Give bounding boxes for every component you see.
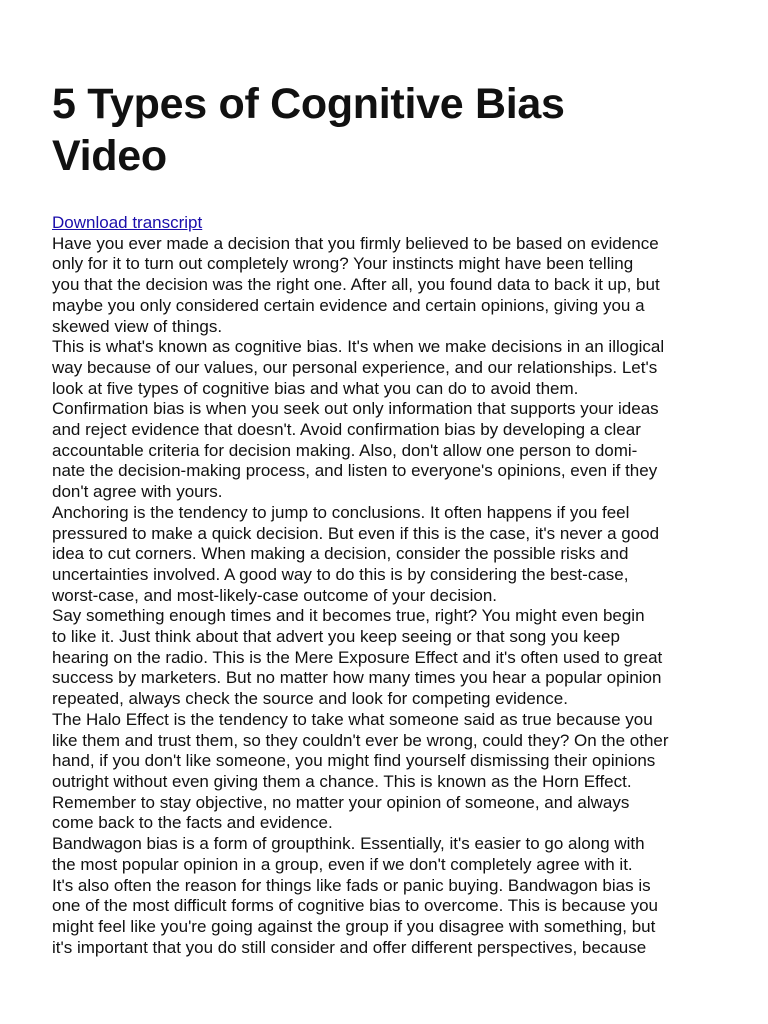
transcript-line: worst-case, and most-likely-case outcome of your decision. (52, 585, 498, 605)
transcript-line: It's also often the reason for things like fads or panic buying. Bandwagon bias is (52, 875, 651, 895)
page-title-line-2: Video (52, 132, 167, 180)
transcript-line: repeated, always check the source and look for competing evidence. (52, 689, 568, 709)
transcript-line: Confirmation bias is when you seek out only information that supports your ideas (52, 399, 659, 419)
transcript-paragraph (52, 234, 720, 338)
transcript-paragraph (52, 710, 720, 834)
document-page (52, 78, 720, 958)
transcript-line: Anchoring is the tendency to jump to conclusions. It often happens if you feel (52, 502, 630, 522)
page-title-line-1: 5 Types of Cognitive Bias (52, 80, 565, 128)
transcript-paragraph (52, 503, 720, 607)
transcript-line: maybe you only considered certain evidence and certain opinions, giving you a (52, 295, 645, 315)
download-transcript-link[interactable]: Download transcript (52, 213, 203, 232)
transcript-line: only for it to turn out completely wrong? Your instincts might have been telling (52, 254, 634, 274)
transcript-line: look at five types of cognitive bias and what you can do to avoid them. (52, 378, 579, 398)
transcript-body (52, 234, 720, 959)
transcript-line: like them and trust them, so they couldn't ever be wrong, could they? On the other (52, 730, 669, 750)
transcript-line: nate the decision-making process, and listen to everyone's opinions, even if they (52, 461, 658, 481)
transcript-line: Have you ever made a decision that you firmly believed to be based on evidence (52, 233, 659, 253)
page-title (52, 78, 720, 182)
transcript-line: way because of our values, our personal experience, and our relationships. Let's (52, 357, 658, 377)
transcript-line: don't agree with yours. (52, 482, 223, 502)
transcript-line: it's important that you do still consider and offer different perspectives, because (52, 937, 647, 957)
transcript-paragraph (52, 399, 720, 503)
transcript-line: The Halo Effect is the tendency to take what someone said as true because you (52, 709, 653, 729)
transcript-line: uncertainties involved. A good way to do this is by considering the best-case, (52, 564, 629, 584)
transcript-line: Say something enough times and it becomes true, right? You might even begin (52, 606, 645, 626)
transcript-line: outright without even giving them a chance. This is known as the Horn Effect. (52, 771, 632, 791)
transcript-line: idea to cut corners. When making a decision, consider the possible risks and (52, 544, 629, 564)
transcript-line: skewed view of things. (52, 316, 223, 336)
transcript-paragraph (52, 337, 720, 399)
transcript-line: Bandwagon bias is a form of groupthink. Essentially, it's easier to go along with (52, 834, 645, 854)
transcript-line: hand, if you don't like someone, you might find yourself dismissing their opinions (52, 751, 656, 771)
transcript-line: you that the decision was the right one. After all, you found data to back it up, but (52, 275, 660, 295)
transcript-line: This is what's known as cognitive bias. It's when we make decisions in an illogical (52, 337, 665, 357)
transcript-line: pressured to make a quick decision. But even if this is the case, it's never a good (52, 523, 660, 543)
transcript-line: hearing on the radio. This is the Mere Exposure Effect and it's often used to great (52, 647, 663, 667)
transcript-paragraph (52, 606, 720, 710)
transcript-line: come back to the facts and evidence. (52, 813, 333, 833)
transcript-line: might feel like you're going against the group if you disagree with something, but (52, 916, 656, 936)
transcript-line: and reject evidence that doesn't. Avoid confirmation bias by developing a clear (52, 420, 641, 440)
transcript-line: to like it. Just think about that advert you keep seeing or that song you keep (52, 627, 620, 647)
transcript-line: one of the most difficult forms of cognitive bias to overcome. This is because you (52, 896, 659, 916)
transcript-line: Remember to stay objective, no matter your opinion of someone, and always (52, 792, 630, 812)
transcript-line: accountable criteria for decision making. Also, don't allow one person to domi- (52, 440, 638, 460)
transcript-paragraph (52, 834, 720, 958)
transcript-line: the most popular opinion in a group, even if we don't completely agree with it. (52, 854, 633, 874)
transcript-line: success by marketers. But no matter how many times you hear a popular opinion (52, 668, 662, 688)
